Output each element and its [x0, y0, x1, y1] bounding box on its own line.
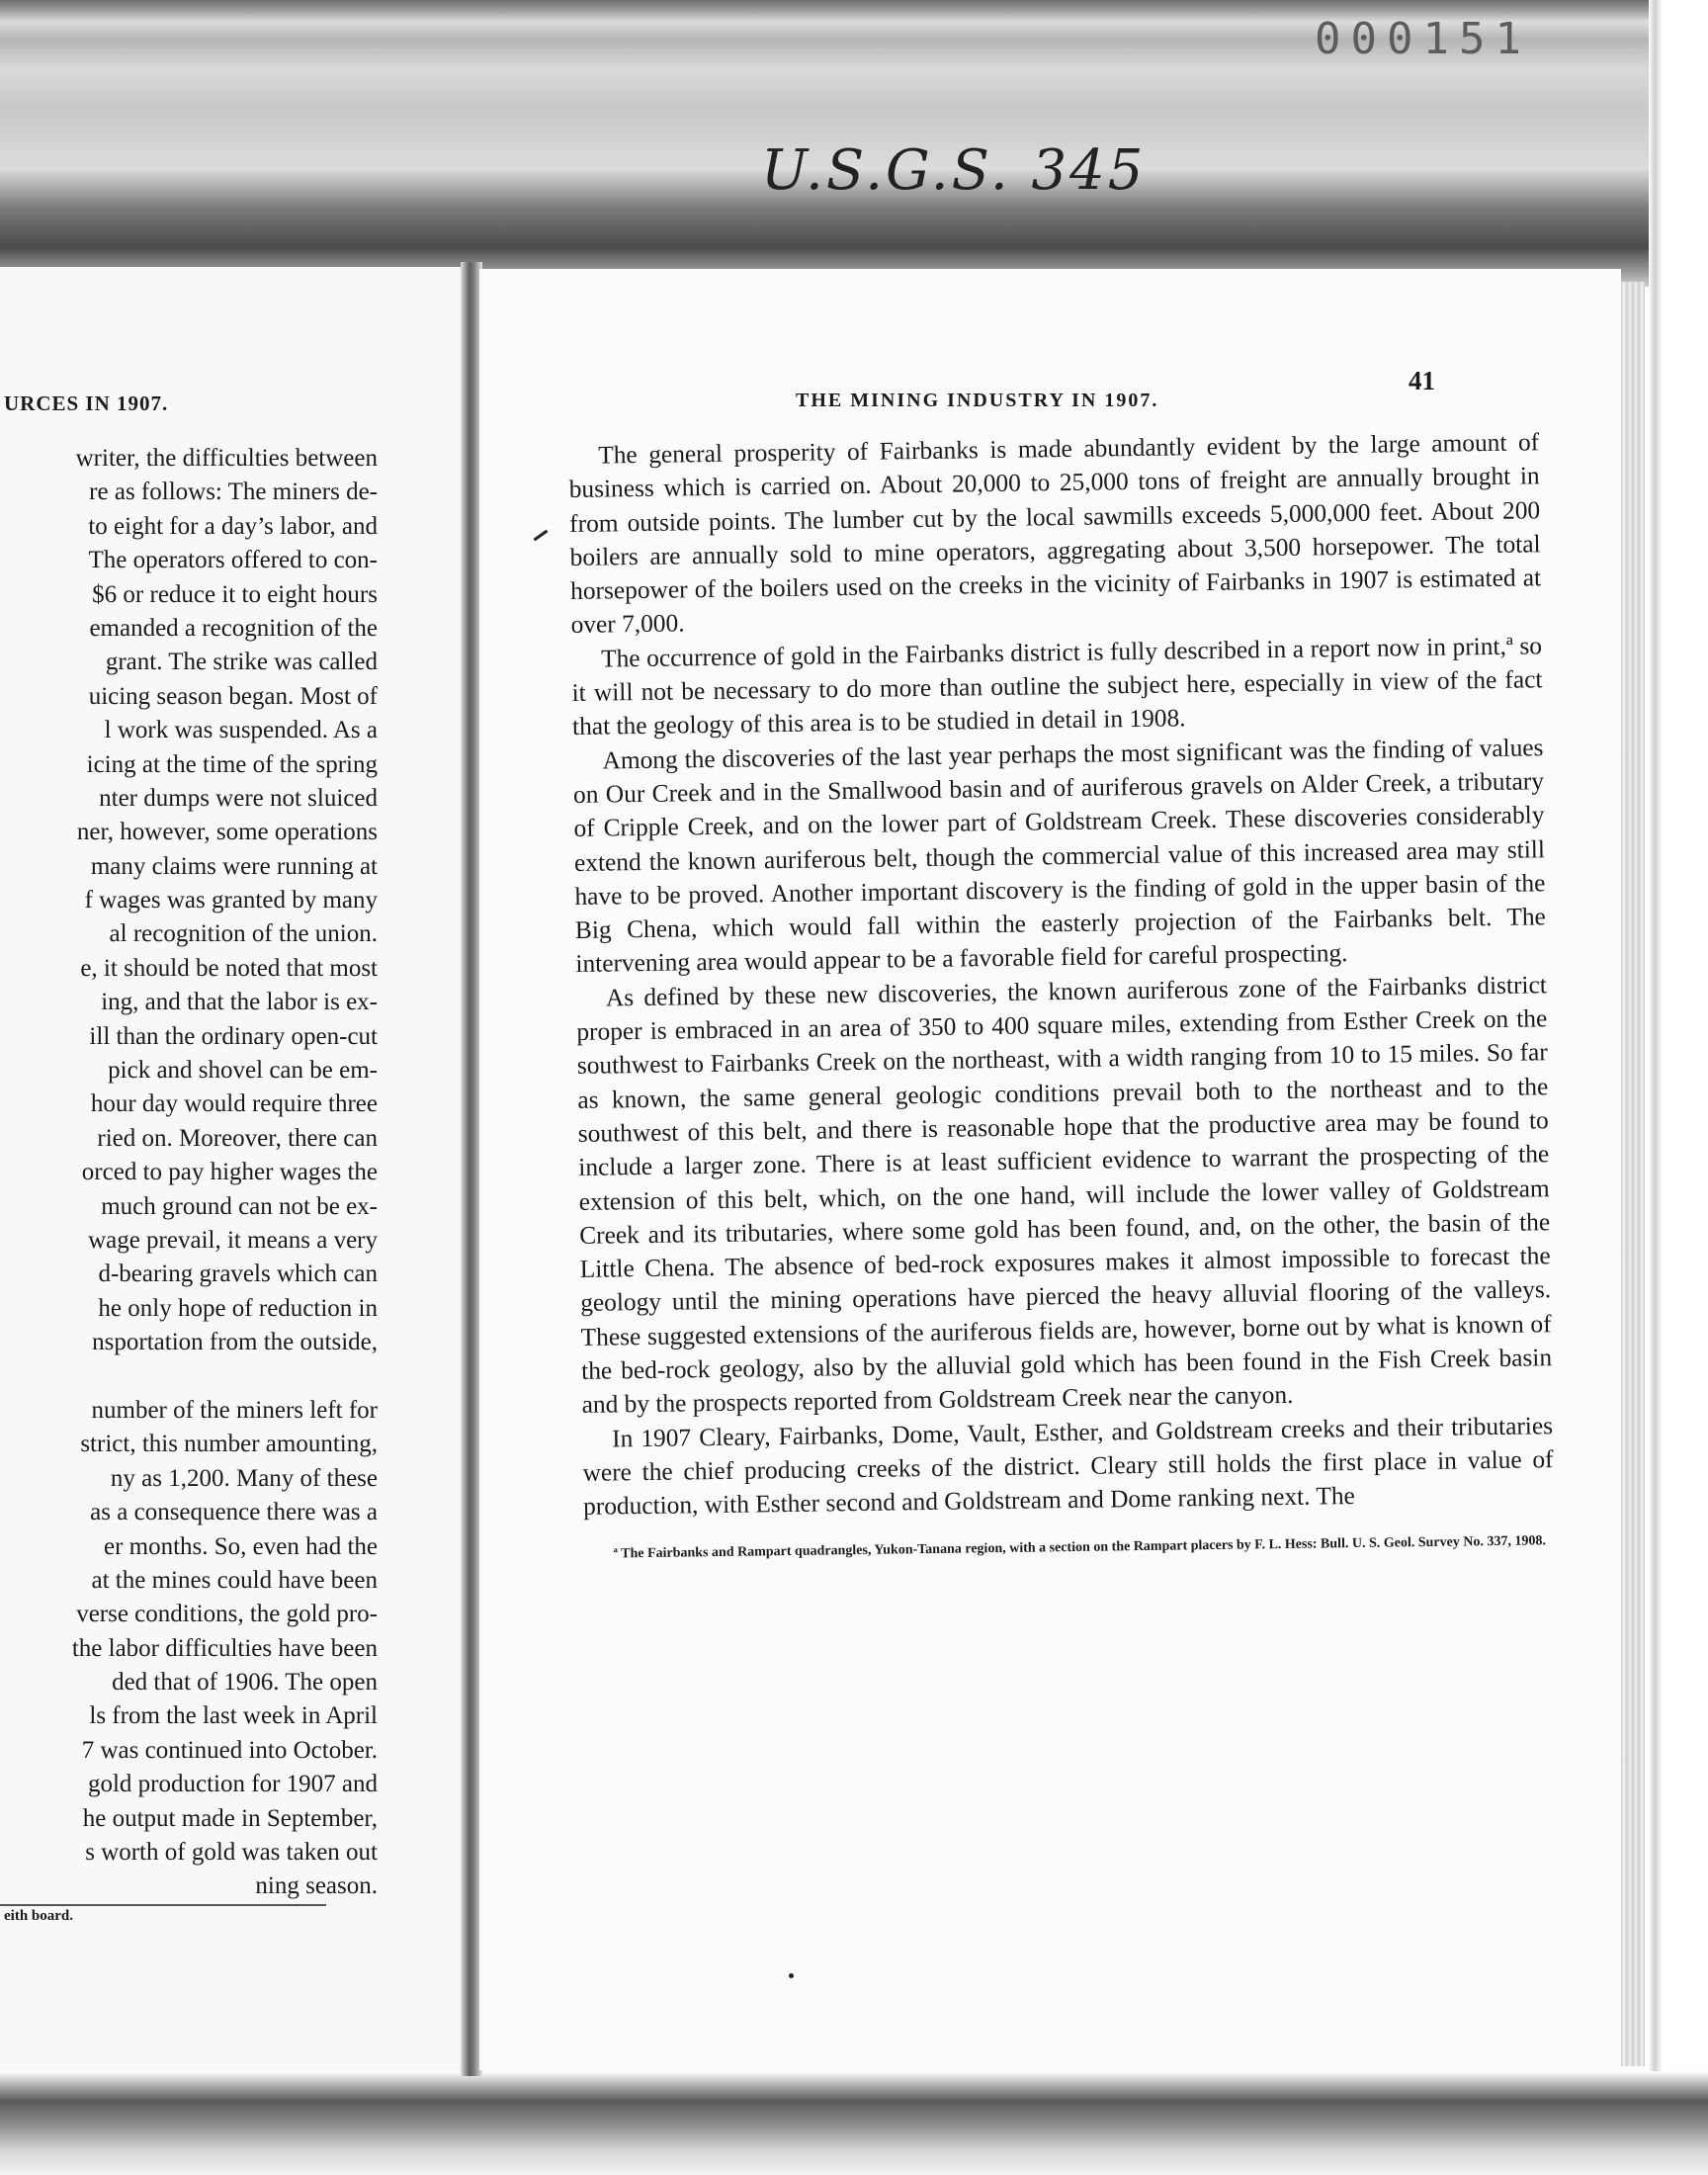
left-page	[0, 267, 465, 2071]
paragraph: In 1907 Cleary, Fairbanks, Dome, Vault, Esther, and Goldstream creeks and their tributaries were the chief producing creeks of the district. Cleary still holds the first place in value of production, with Esther second and Goldstream and Dome ranking next. The	[582, 1411, 1554, 1522]
text-line: to eight for a day’s labor, and	[88, 512, 378, 540]
page-number: 41	[1409, 366, 1435, 395]
text-line: orced to pay higher wages the	[81, 1159, 378, 1186]
page-stack-edge	[1621, 282, 1645, 2066]
text-line: number of the miners left for	[91, 1396, 378, 1424]
right-page-body	[568, 425, 1555, 1563]
text-line: re as follows: The miners de-	[89, 478, 378, 506]
text-line: grant. The strike was called	[105, 649, 378, 676]
text-line: ried on. Moreover, there can	[97, 1124, 378, 1152]
text-line: emanded a recognition of the	[89, 614, 378, 642]
text-line: the labor difficulties have been	[71, 1634, 378, 1662]
running-header: THE MINING INDUSTRY IN 1907.	[796, 390, 1159, 411]
text-line: ded that of 1906. The open	[112, 1669, 378, 1696]
text-line: uicing season began. Most of	[88, 682, 378, 710]
text-line: s worth of gold was taken out	[85, 1839, 378, 1867]
text-line: icing at the time of the spring	[86, 750, 378, 778]
text-line: as a consequence there was a	[90, 1499, 378, 1526]
text-line: verse conditions, the gold pro-	[76, 1601, 378, 1628]
text-line: gold production for 1907 and	[87, 1771, 378, 1798]
paragraph: As defined by these new discoveries, the known auriferous zone of the Fairbanks district proper is embraced in an area of 350 to 400 square miles, extending from Esther Creek on the southwest to Fairbanks Creek on the northeast, with a width ranging from 10 to 15 miles. So far as known, the same general geologic conditions prevail both to the northeast and to the southwest of this belt, and there is reasonable hope that the productive area may be found to include a larger zone. There is at least sufficient evidence to warrant the prospecting of the extension of this belt, which, on the one hand, will include the lower valley of Goldstream Creek and its tributaries, where some gold has been found, and, on the other, the basin of the Little Chena. The absence of bed-rock exposures makes it almost impossible to forecast the geology until the mining operations have pierced the heavy alluvial flooring of the valleys. These suggested extensions of the auriferous fields are, however, borne out by what is known of the bed-rock geology, also by the alluvial gold which has been found in the Fish Creek basin and by the prospects reported from Goldstream Creek near the canyon.	[576, 970, 1553, 1420]
paragraph: The occurrence of gold in the Fairbanks district is fully described in a report now in print,ª so it will not be necessary to do more than outline the subject here, especially in view of the fact that the geology of this area is to be studied in detail in 1908.	[571, 632, 1543, 741]
left-page-footnote: eith board.	[4, 1908, 74, 1924]
text-line: ning season.	[255, 1872, 378, 1900]
text-line: er months. So, even had the	[103, 1532, 378, 1560]
handwritten-note: U.S.G.S. 345	[761, 138, 1147, 203]
text-line: writer, the difficulties between	[75, 445, 378, 472]
footnote: ª The Fairbanks and Rampart quadrangles, Yukon-Tanana region, with a section on the Rampart placers by F. L. Hess: Bull. U. S. Geol. Survey No. 337, 1908.	[613, 1532, 1546, 1561]
left-page-text	[0, 442, 465, 1904]
text-line: hour day would require three	[90, 1090, 378, 1118]
paragraph: The general prosperity of Fairbanks is made abundantly evident by the large amount of business which is carried on. About 20,000 to 25,000 tons of freight are annually brought in from outside points. The lumber cut by the local sawmills exceeds 5,000,000 feet. About 200 boilers are annually sold to mine operators, aggregating about 3,500 horsepower. The total horsepower of the boilers used on the creeks in the vicinity of Fairbanks in 1907 is estimated at over 7,000.	[568, 428, 1542, 640]
left-page-header: URCES IN 1907.	[4, 392, 169, 415]
scan-speck	[789, 1973, 794, 1978]
text-line: ill than the ordinary open-cut	[89, 1022, 378, 1050]
text-line: nsportation from the outside,	[92, 1329, 378, 1356]
text-line: many claims were running at	[90, 852, 378, 880]
text-line: ls from the last week in April	[89, 1702, 378, 1730]
text-line: The operators offered to con-	[88, 547, 378, 574]
text-line: much ground can not be ex-	[101, 1192, 378, 1220]
text-line: nter dumps were not sluiced	[99, 784, 378, 812]
text-line: $6 or reduce it to eight hours	[92, 580, 378, 608]
text-line: d-bearing gravels which can	[98, 1261, 378, 1288]
text-line: he output made in September,	[82, 1804, 378, 1832]
text-line: e, it should be noted that most	[80, 954, 378, 982]
scan-right-edge	[1649, 0, 1708, 2175]
archive-stamp-number: 000151	[1315, 14, 1531, 64]
text-line: wage prevail, it means a very	[88, 1226, 378, 1254]
text-line	[0, 1360, 465, 1394]
text-line: ner, however, some operations	[76, 819, 378, 846]
text-line: 7 was continued into October.	[81, 1736, 378, 1764]
text-line: ny as 1,200. Many of these	[110, 1464, 378, 1492]
footnote-rule	[0, 1904, 326, 1906]
text-line: at the mines could have been	[91, 1566, 378, 1594]
text-line: al recognition of the union.	[109, 920, 378, 948]
text-line: l work was suspended. As a	[104, 717, 378, 744]
scan-bottom-band	[0, 2071, 1708, 2175]
text-line: strict, this number amounting,	[80, 1431, 378, 1458]
text-line: f wages was granted by many	[84, 887, 378, 914]
pencil-mark	[534, 530, 549, 542]
text-line: he only hope of reduction in	[98, 1294, 378, 1322]
text-line: ing, and that the labor is ex-	[101, 989, 378, 1016]
right-page	[479, 269, 1621, 2070]
text-line: pick and shovel can be em-	[108, 1057, 378, 1085]
paragraph: Among the discoveries of the last year perhaps the most significant was the finding of values on Our Creek and in the Smallwood basin and of auriferous gravels on Alder Creek, a tributary of Cripple Creek, and on the lower part of Goldstream Creek. These discoveries considerably extend the known auriferous belt, though the commercial value of this increased area may still have to be proved. Another important discovery is the finding of gold in the upper basin of the Big Chena, which would fall within the easterly projection of the Fairbanks belt. The intervening area would appear to be a favorable field for careful prospecting.	[572, 733, 1547, 979]
